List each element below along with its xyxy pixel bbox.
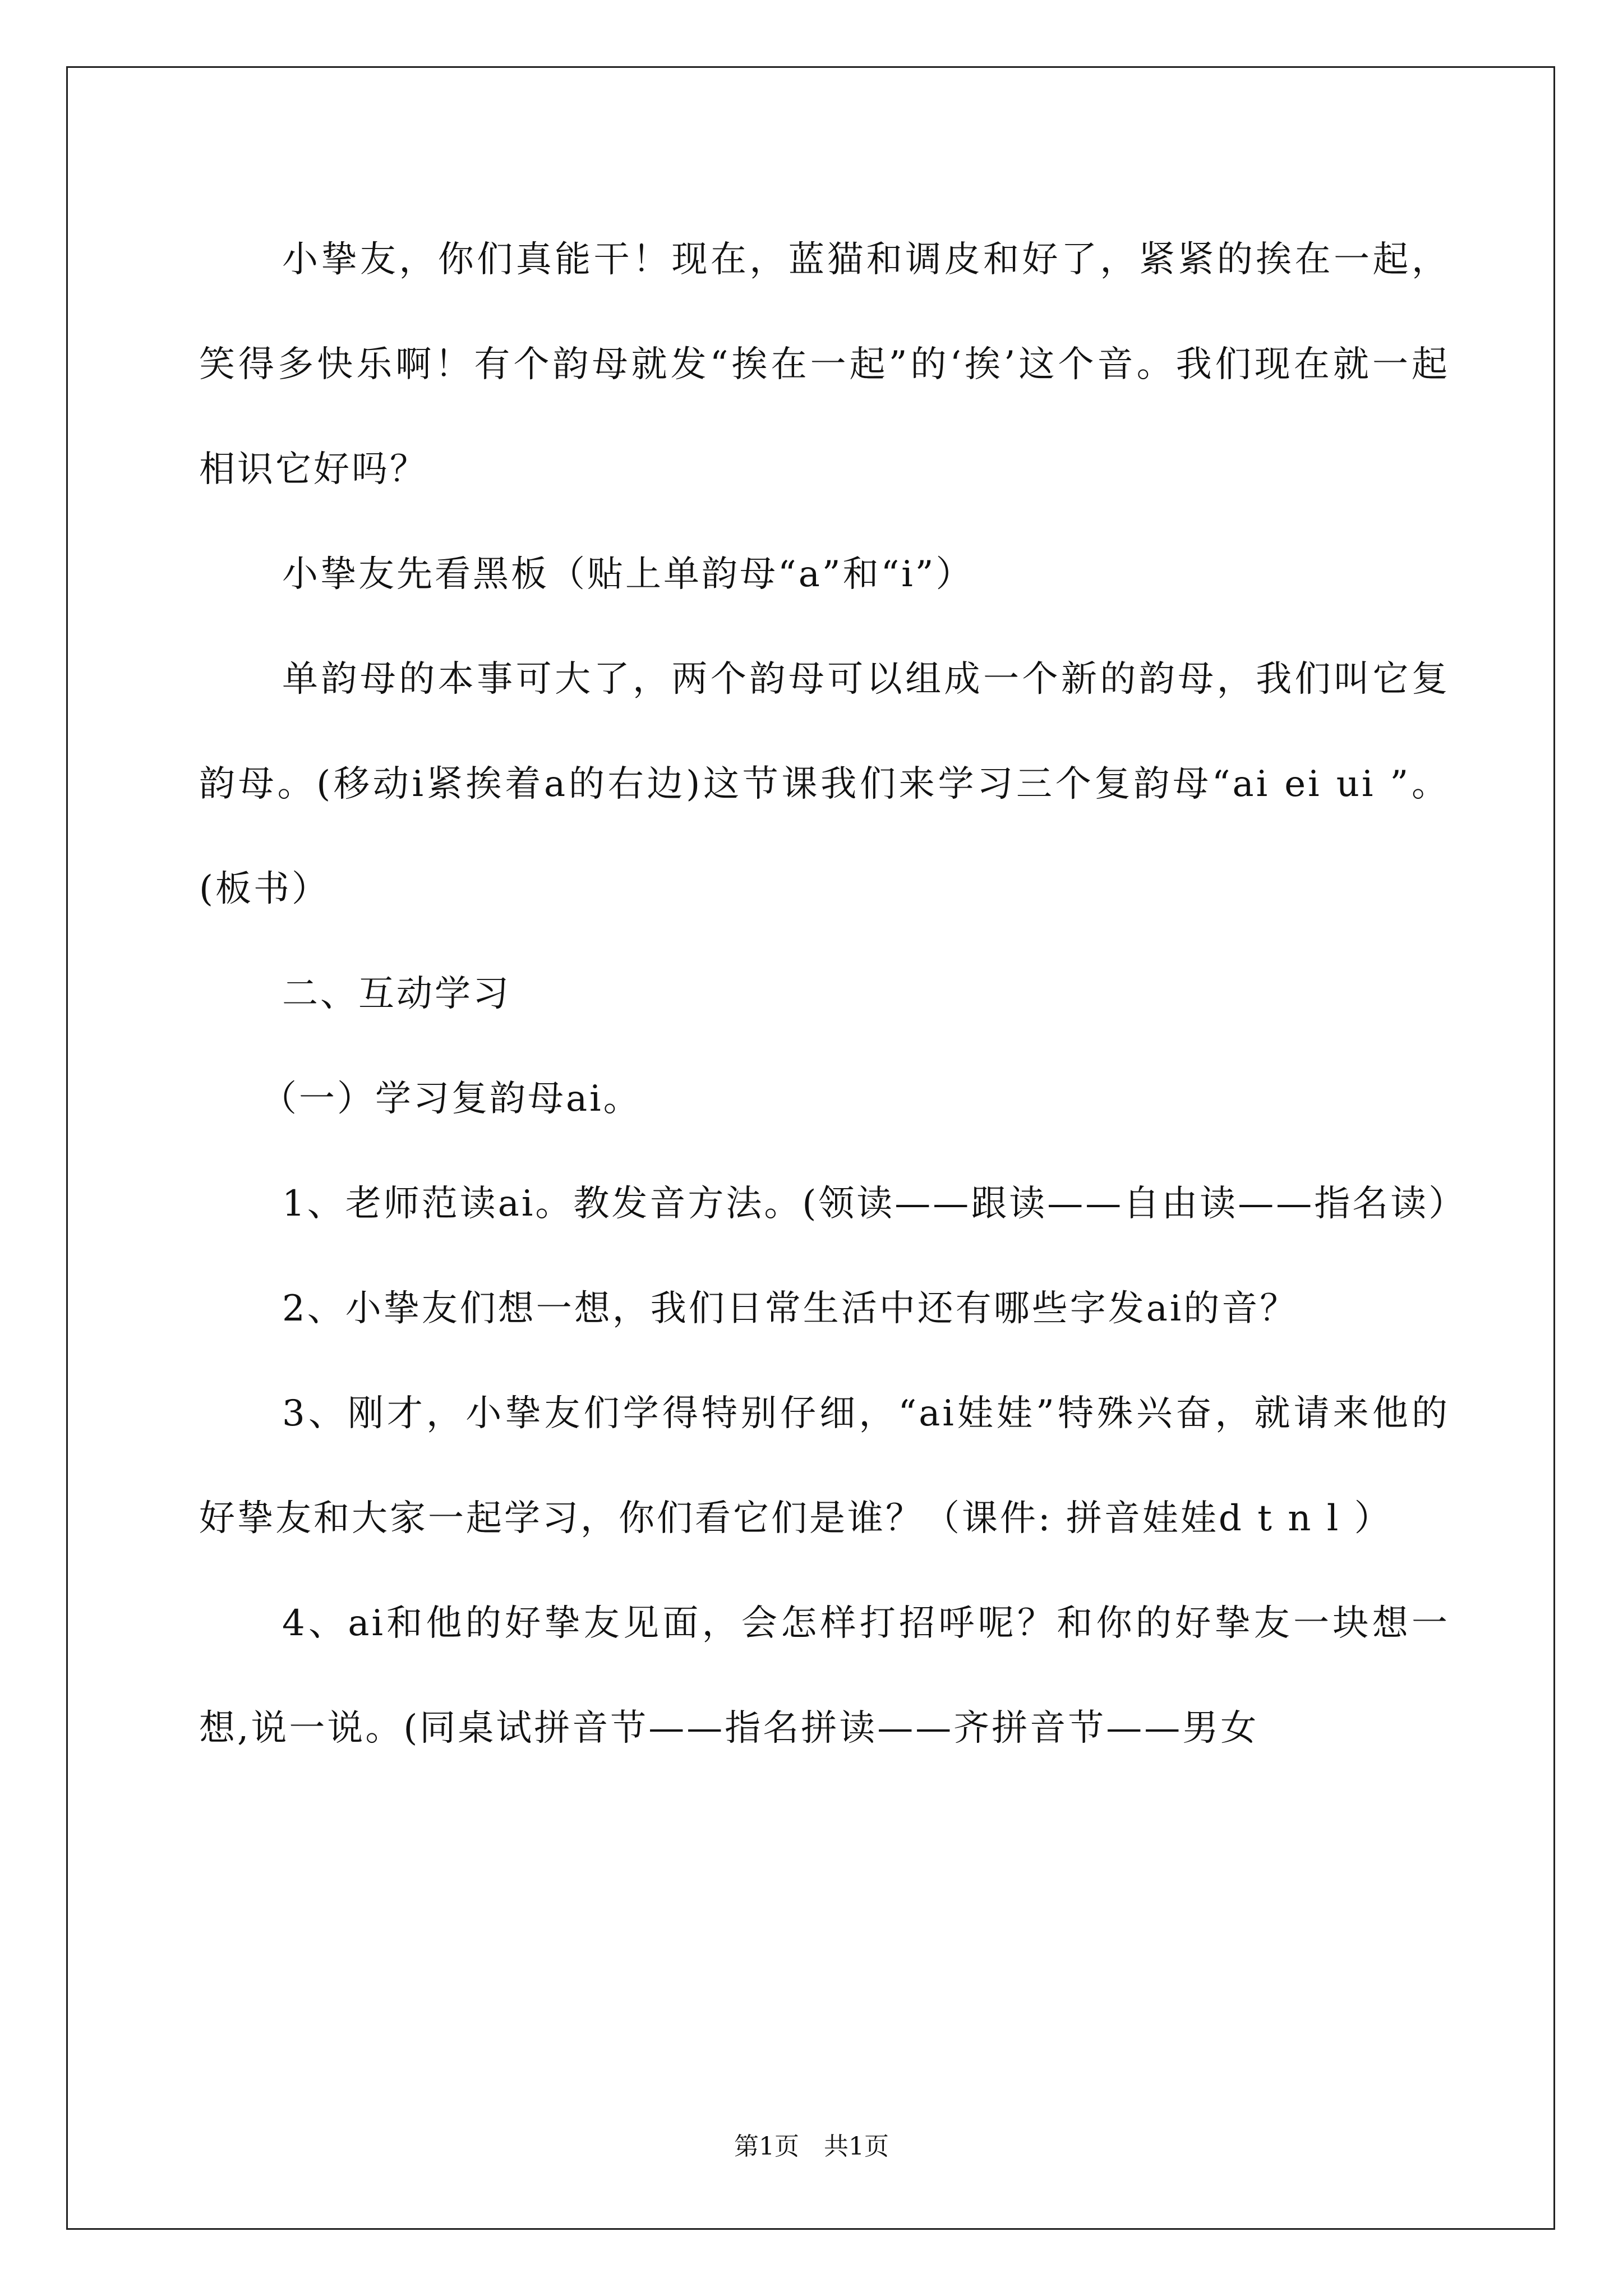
document-body <box>199 208 1467 1781</box>
paragraph-3: 单韵母的本事可大了，两个韵母可以组成一个新的韵母，我们叫它复韵母。(移动i紧挨着a的右边)这节课我们来学习三个复韵母“ai ei ui ”。(板书） <box>199 659 1450 910</box>
subsection-heading: （一）学习复韵母ai。 <box>261 1078 642 1120</box>
paragraph-step-2: 2、小挚友们想一想，我们日常生活中还有哪些字发ai的音？ <box>282 1288 1298 1329</box>
section-heading: 二、互动学习 <box>282 973 511 1015</box>
paragraph-step-3: 3、刚才，小挚友们学得特别仔细，“ai娃娃”特殊兴奋，就请来他的好挚友和大家一起学习，你们看它们是谁？（课件: 拼音娃娃d t n l ） <box>199 1393 1450 1539</box>
paragraph-1: 小挚友，你们真能干！现在，蓝猫和调皮和好了，紧紧的挨在一起，笑得多快乐啊！有个韵母就发“挨在一起”的‘挨’这个音。我们现在就一起相识它好吗？ <box>199 239 1450 490</box>
page-footer: 第1页 共1页 <box>734 2132 889 2161</box>
paragraph-step-4: 4、ai和他的好挚友见面，会怎样打招呼呢？和你的好挚友一块想一想,说一说。(同桌试拼音节——指名拼读——齐拼音节——男女 <box>199 1603 1450 1749</box>
paragraph-2: 小挚友先看黑板（贴上单韵母“a”和“i”） <box>282 554 974 595</box>
paragraph-step-1: 1、老师范读ai。教发音方法。(领读——跟读——自由读——指名读） <box>282 1183 1467 1225</box>
